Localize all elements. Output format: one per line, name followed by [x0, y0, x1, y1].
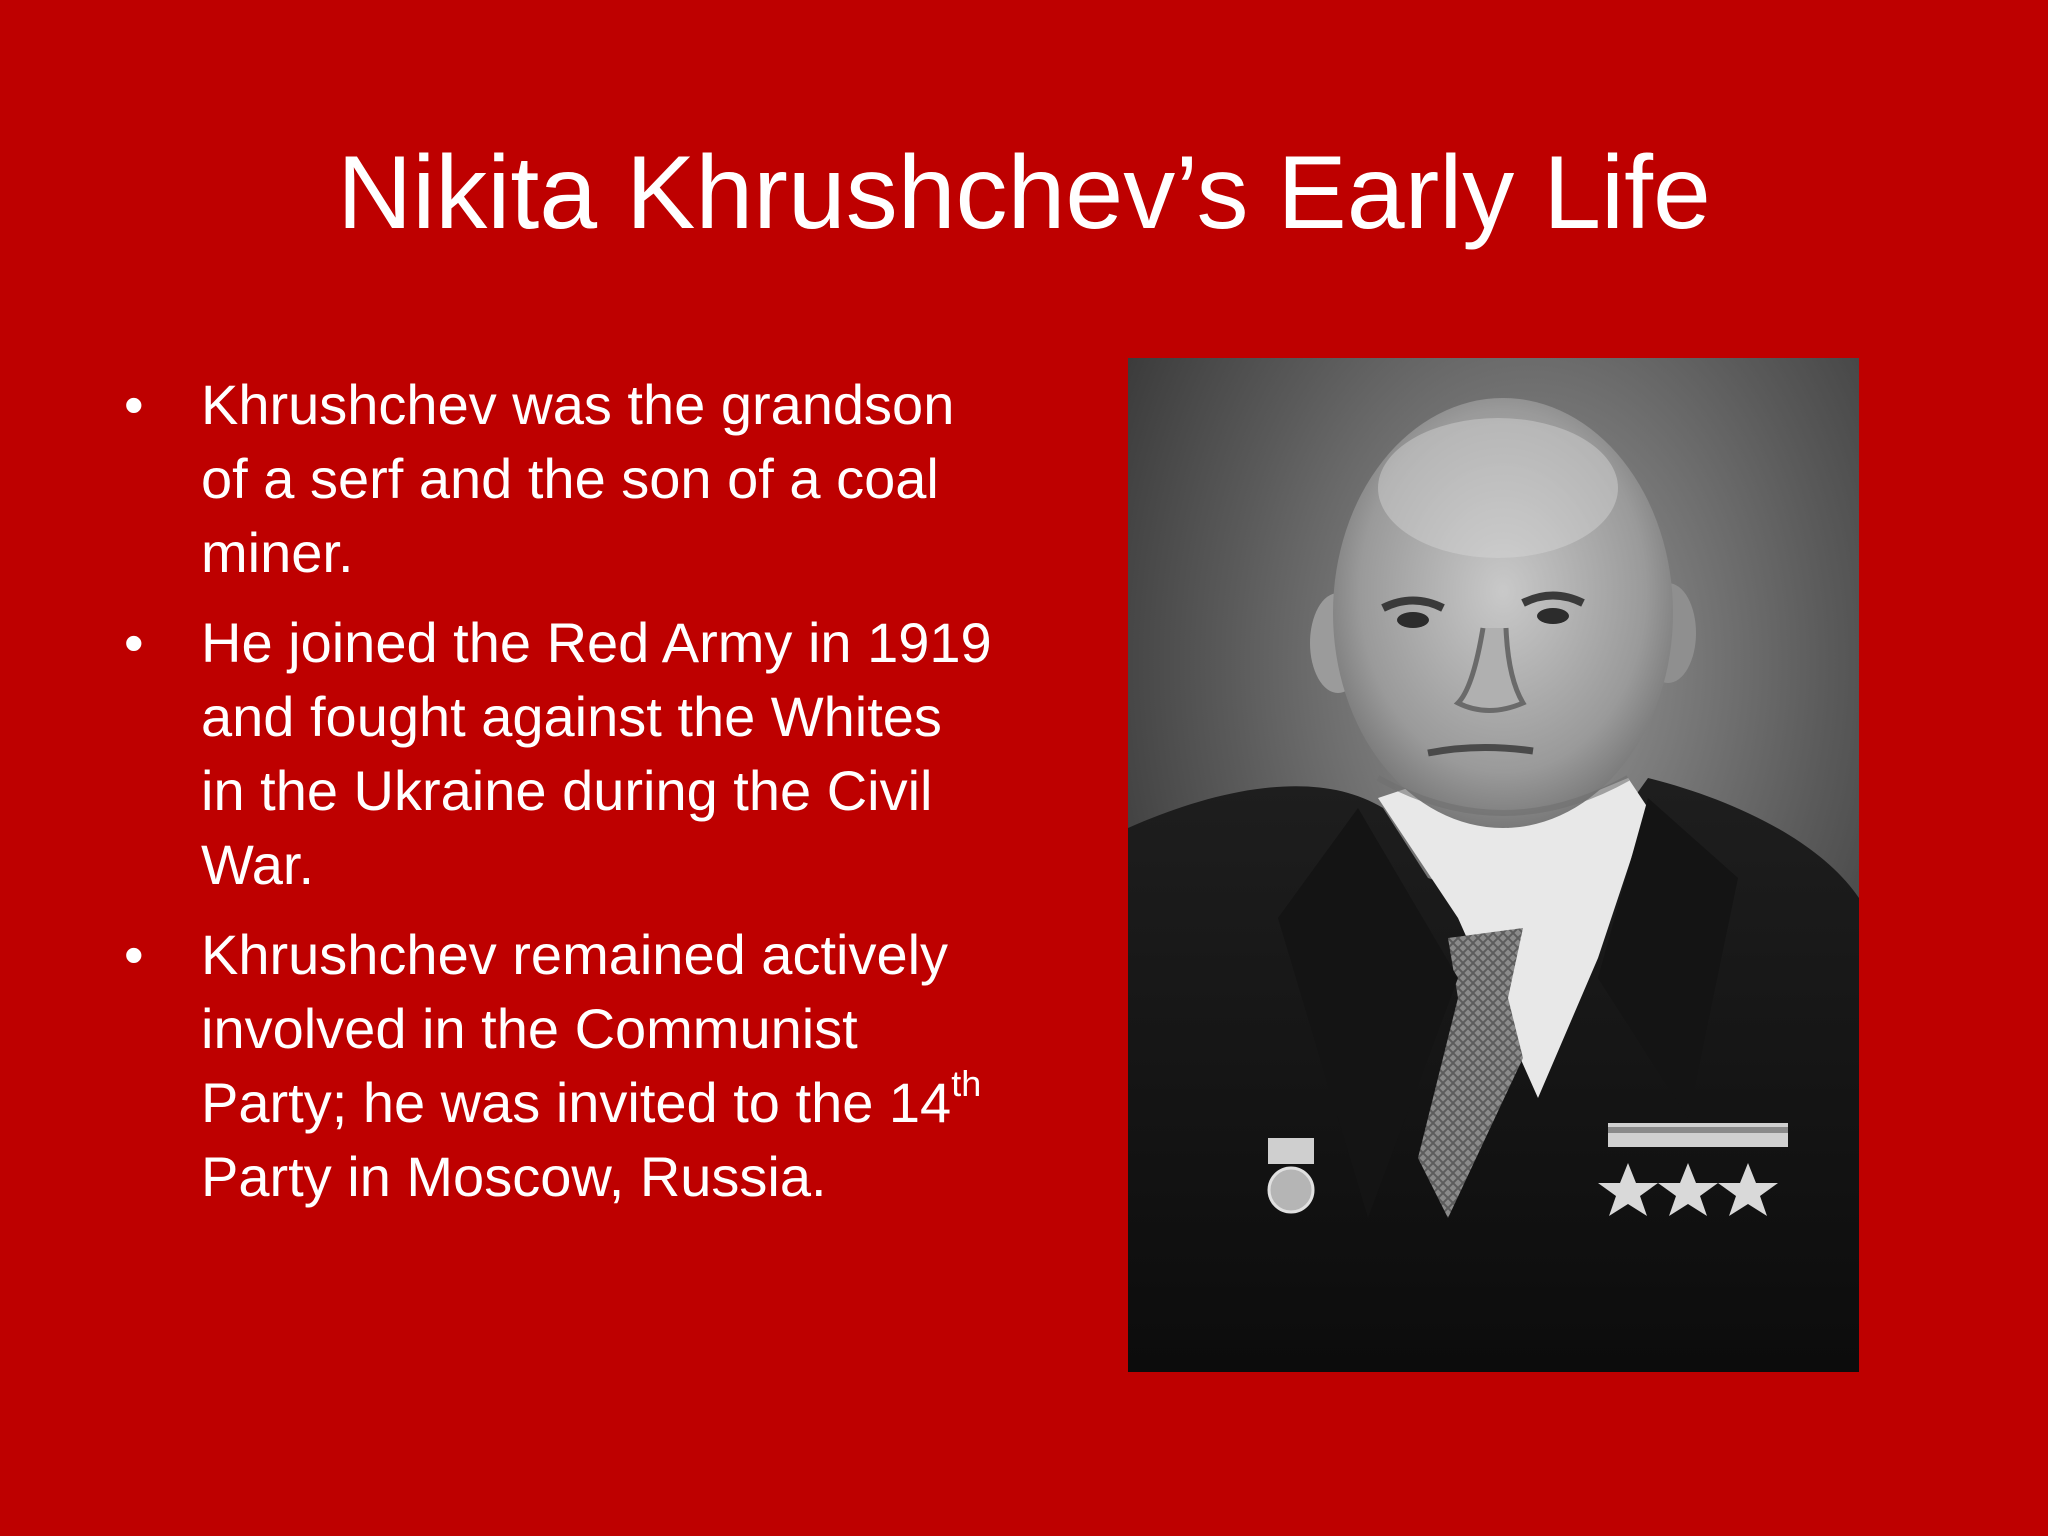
bullet-item — [120, 368, 1000, 590]
bullet-marker: • — [124, 923, 144, 986]
bullet-text: He joined the Red Army in 1919 and fought against the Whites in the Ukraine during the Civil War. — [201, 611, 992, 896]
bullet-text: Khrushchev was the grandson of a serf and the son of a coal miner. — [201, 373, 955, 584]
bullet-item — [120, 606, 1000, 902]
bullet-text-after: Party in Moscow, Russia. — [201, 1145, 827, 1208]
bullet-superscript: th — [951, 1063, 982, 1105]
bullet-text-before: Khrushchev remained actively involved in the Communist Party; he was invited to the 14 — [201, 923, 952, 1134]
bullet-text — [201, 918, 1000, 1214]
slide-title: Nikita Khrushchev’s Early Life — [337, 135, 1711, 251]
bullet-item — [120, 918, 1000, 1214]
bullet-marker: • — [124, 373, 144, 436]
portrait-photo — [1128, 358, 1859, 1372]
bullet-marker: • — [124, 611, 144, 674]
bullet-list — [120, 368, 1000, 1230]
portrait-photo-icon — [1128, 358, 1859, 1372]
